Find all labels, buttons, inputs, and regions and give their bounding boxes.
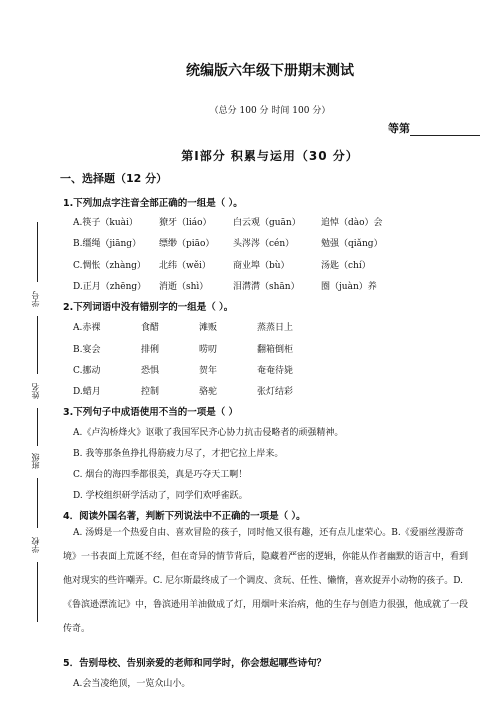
q3-option-d: D. 学校组织研学活动了，同学们欢呼雀跃。	[73, 491, 248, 501]
question-2-stem: 2.下列词语中没有错别字的一组是（ ）。	[63, 302, 234, 313]
question-5-stem: 5．告别母校、告别亲爱的老师和同学时，你会想起哪些诗句？	[63, 658, 327, 669]
q2-option-row: A.赤裸 食醋 滩贩 蒸蒸日上	[73, 323, 294, 333]
q2-option-row: D.蜡月 控制 骆驼 张灯结彩	[73, 387, 294, 397]
grade-field	[388, 120, 480, 136]
q5-option-a: A.会当凌绝顶，一览众山小。	[73, 679, 191, 689]
q1-option-row: C.惆怅（zhàng） 北纬（wěi） 商业埠（bù） 汤匙（chí）	[73, 261, 371, 271]
exam-title: 统编版六年级下册期末测试	[186, 63, 354, 79]
q1-option-row: A.筷子（kuài） 獠牙（liáo） 白云观（guān） 追悼（dào）会	[73, 218, 383, 228]
q2-option-row: C.挪动 恐惧 贺年 奄奄待毙	[73, 366, 294, 376]
binding-margin	[14, 222, 48, 706]
section-title: 一、选择题（12 分）	[60, 172, 168, 185]
q4-options-text: A. 汤姆是一个热爱自由、喜欢冒险的孩子，同时他又很有趣，还有点儿虚荣心。B.《爱丽丝漫游奇境》一书表面上荒诞不经，但在奇异的情节背后，隐藏着严密的逻辑，你能从作者幽默的语言中，看到他对现实的些许嘲弄。C. 尼尔斯最终成了一个调皮、贪玩、任性、懒惰，喜欢捉弄小动物的孩子。D.《鲁滨逊漂流记》中，鲁滨逊用羊油做成了灯，用烟叶来治病，他的生存与创造力很强，他成就了一段传奇。	[63, 528, 469, 634]
question-1-stem: 1.下列加点字注音全部正确的一组是（ ）。	[63, 198, 243, 209]
school-label: 学校	[31, 537, 40, 553]
student-id-label: 学号	[31, 291, 40, 307]
grade-label: 等第	[388, 122, 410, 135]
question-4-stem: 4．阅读外国名著，判断下列说法中不正确的一项是（ ）。	[63, 511, 306, 522]
exam-meta: （总分 100 分 时间 100 分）	[209, 106, 331, 116]
q3-option-a: A.《卢沟桥烽火》讴歌了我国军民齐心协力抗击侵略者的顽强精神。	[73, 428, 344, 438]
binding-line	[37, 478, 38, 528]
q1-option-row: B.缰绳（jiāng） 缥缈（piāo） 头涔涔（cén） 勉强（qiǎng）	[73, 239, 383, 249]
name-label: 姓名	[31, 383, 40, 399]
class-label: 班级	[31, 453, 40, 469]
binding-line	[37, 562, 38, 622]
q1-option-row: D.正月（zhēng） 消逝（shì） 泪潸潸（shān） 圈（juàn）养	[73, 282, 377, 292]
grade-blank[interactable]	[410, 124, 480, 136]
part-title: 第Ⅰ部分 积累与运用（30 分）	[181, 149, 359, 163]
binding-line	[37, 316, 38, 374]
binding-line	[37, 222, 38, 282]
q2-option-row: B.宴会 排俐 唠叨 翻箱倒柜	[73, 345, 294, 355]
binding-line	[37, 408, 38, 446]
q3-option-b: B. 我等那条鱼挣扎得筋疲力尽了，才把它拉上岸来。	[73, 449, 284, 459]
q3-option-c: C. 烟台的海四季都很美，真是巧夺天工啊！	[73, 470, 248, 480]
question-3-stem: 3.下列句子中成语使用不当的一项是（ ）	[63, 407, 239, 418]
